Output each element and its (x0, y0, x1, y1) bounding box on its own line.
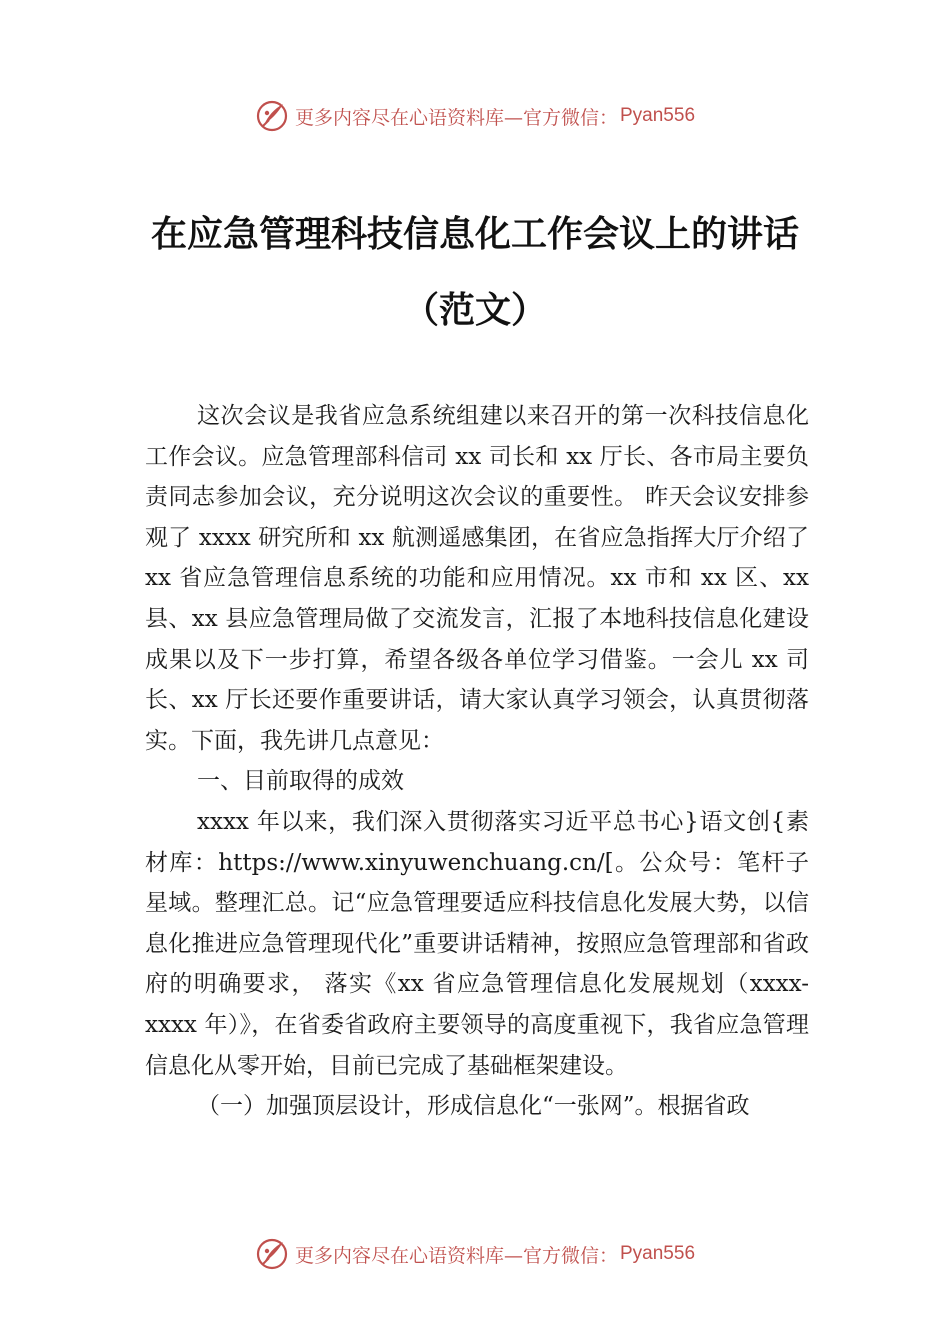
footer-watermark-banner (0, 1234, 950, 1274)
paragraph-intro: 这次会议是我省应急系统组建以来召开的第一次科技信息化工作会议。应急管理部科信司 xx 司长和 xx 厅长、各市局主要负责同志参加会议，充分说明这次会议的重要性。 昨天会议安排参观了 xxxx 研究所和 xx 航测遥感集团，在省应急指挥大厅介绍了 xx 省应急管理信息系统的功能和应用情况。xx 市和 xx 区、xx 县、xx 县应急管理局做了交流发言，汇报了本地科技信息化建设成果以及下一步打算，希望各级各单位学习借鉴。一会儿 xx 司长、xx 厅长还要作重要讲话，请大家认真学习领会，认真贯彻落实。下面，我先讲几点意见： (145, 403, 809, 754)
quill-logo-icon (255, 1237, 289, 1271)
quill-logo-icon (255, 99, 289, 133)
banner-text: 更多内容尽在心语资料库—官方微信： (294, 106, 618, 129)
document-body (145, 396, 809, 1127)
paragraph-achievements: xxxx 年以来，我们深入贯彻落实习近平总书心}语文创{素材库：https://www.xinyuwenchuang.cn/[。公众号：笔杆子星域。整理汇总。记“应急管理要适应科技信息化发展大势，以信息化推进应急管理现代化”重要讲话精神，按照应急管理部和省政府的明确要求， 落实《xx 省应急管理信息化发展规划（xxxx-xxxx 年）》，在省委省政府主要领导的高度重视下，我省应急管理信息化从零开始，目前已完成了基础框架建设。 (145, 808, 809, 1079)
paragraph-subsection-1: （一）加强顶层设计，形成信息化“一张网”。根据省政 (197, 1093, 750, 1120)
banner-text: 更多内容尽在心语资料库—官方微信： (294, 1244, 618, 1267)
banner-wechat-id: Pyan556 (620, 105, 696, 126)
header-watermark-banner (0, 96, 950, 136)
banner-wechat-id: Pyan556 (620, 1243, 696, 1264)
document-title: 在应急管理科技信息化工作会议上的讲话 (150, 213, 799, 255)
section-heading-1: 一、目前取得的成效 (197, 768, 404, 795)
document-subtitle: （范文） (402, 289, 547, 331)
